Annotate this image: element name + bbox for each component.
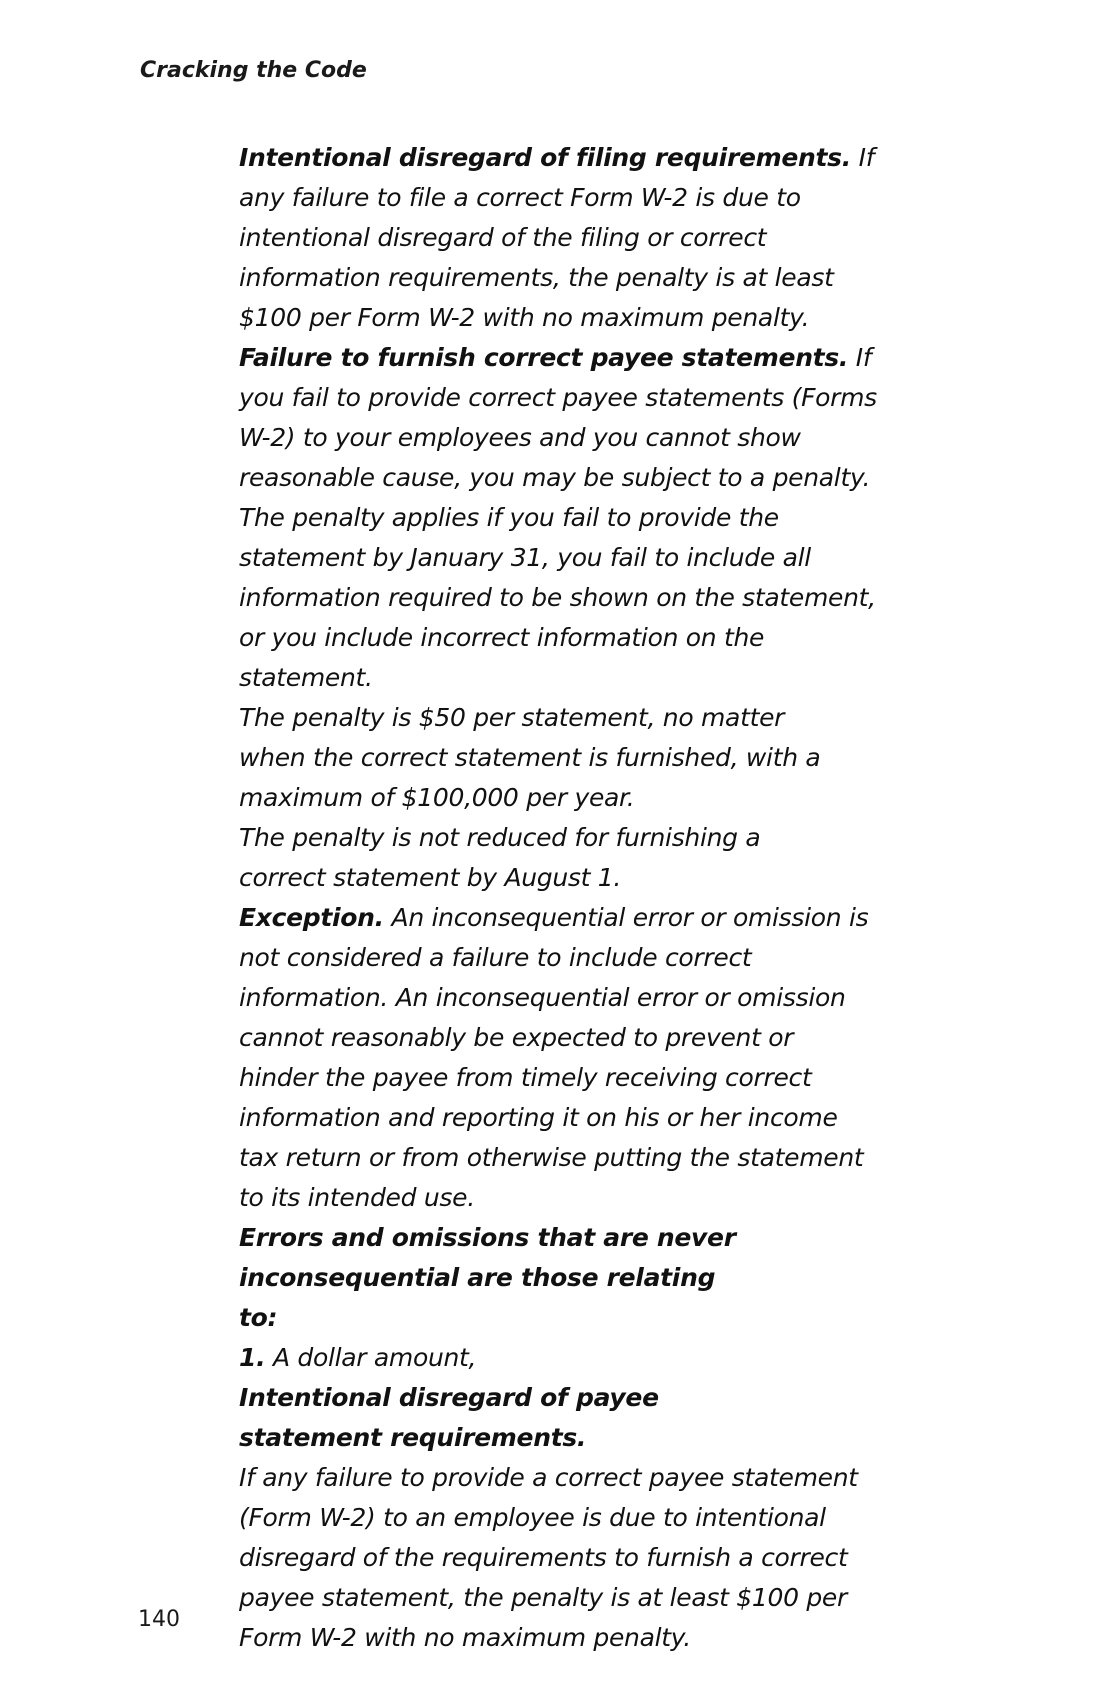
list-item-dollar-amount [239,1338,939,1378]
paragraph-lead: Exception. [239,903,384,932]
paragraph-text: Intentional disregard of payee statement requirements. [239,1383,659,1452]
paragraph-text: Errors and omissions that are never inconsequential are those relating to: [239,1223,736,1332]
paragraph-lead: Failure to furnish correct payee statements. [239,343,849,372]
paragraph-penalty-amount [239,698,849,818]
page-body [239,138,939,1658]
paragraph-text: If any failure to file a correct Form W-2 is due to intentional disregard of the filing or correct information requirements, the penalty is at least $100 per Form W-2 with no maximum penalty. [239,143,875,332]
paragraph-lead: Intentional disregard of filing requirements. [239,143,851,172]
paragraph-errors-never-inconsequential [239,1218,739,1338]
paragraph-penalty-not-reduced [239,818,829,898]
paragraph-text: The penalty is not reduced for furnishing a correct statement by August 1. [239,823,761,892]
paragraph-text: The penalty is $50 per statement, no matter when the correct statement is furnished, with a maximum of $100,000 per year. [239,703,821,812]
paragraph-failure-to-furnish [239,338,889,698]
paragraph-exception [239,898,879,1218]
page-number: 140 [138,1607,180,1632]
paragraph-text: An inconsequential error or omission is not considered a failure to include correct information. An inconsequential error or omission cannot reasonably be expected to prevent or hinder the payee from timely receiving correct information and reporting it on his or her income tax return or from otherwise putting the statement to its intended use. [239,903,869,1212]
list-item-text: A dollar amount, [265,1343,477,1372]
heading-intentional-disregard-payee [239,1378,799,1458]
paragraph-text: If you fail to provide correct payee statements (Forms W-2) to your employees and you cannot show reasonable cause, you may be subject to a penalty. The penalty applies if you fail to provide the statement by January 31, you fail to include all information required to be shown on the statement, or you include incorrect information on the statement. [239,343,877,692]
running-head-title: Cracking the Code [140,58,367,83]
paragraph-text: If any failure to provide a correct payee statement (Form W-2) to an employee is due to intentional disregard of the requirements to furnish a correct payee statement, the penalty is at least $100 per Form W-2 with no maximum penalty. [239,1463,858,1652]
paragraph-intentional-disregard-payee [239,1458,889,1658]
paragraph-intentional-disregard-filing [239,138,879,338]
list-item-number: 1. [239,1343,266,1372]
